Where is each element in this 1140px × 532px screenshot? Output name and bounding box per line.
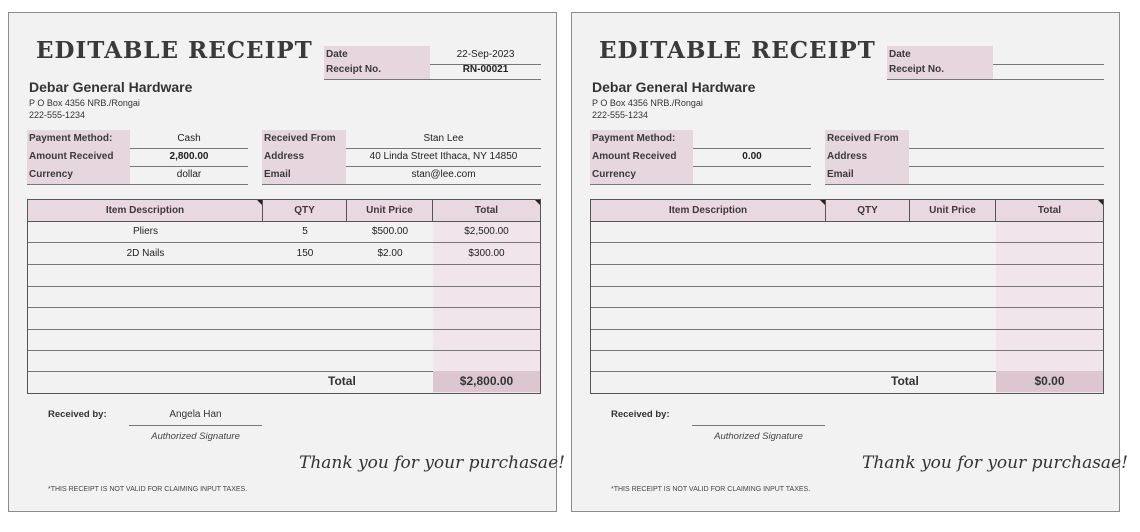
receipt-panel-right <box>571 12 1128 512</box>
header-item-description: Item Description <box>591 200 826 221</box>
receipt-no-label: Receipt No. <box>324 61 430 79</box>
receipt-no-row <box>887 61 1104 80</box>
currency-label: Currency <box>590 166 693 184</box>
row-divider <box>591 242 1103 243</box>
company-address[interactable]: P O Box 4356 NRB./Rongai <box>29 98 140 108</box>
item-total[interactable]: $300.00 <box>468 248 505 259</box>
items-table-header <box>28 200 540 222</box>
amount-received-label: Amount Received <box>590 148 693 166</box>
company-phone[interactable]: 222-555-1234 <box>592 110 649 120</box>
receipt-title: EDITABLE RECEIPT <box>599 37 876 64</box>
signature-line <box>129 425 262 426</box>
currency-field[interactable]: dollar <box>176 169 202 180</box>
row-divider <box>591 286 1103 287</box>
received-from-label: Received From <box>262 130 346 148</box>
email-label: Email <box>825 166 909 184</box>
received-from-label: Received From <box>825 130 909 148</box>
payment-method-label: Payment Method: <box>590 130 693 148</box>
header-total: Total <box>474 205 499 216</box>
address-row <box>825 148 1104 167</box>
amount-received-field[interactable]: 0.00 <box>742 151 762 162</box>
amount-received-row <box>590 148 811 167</box>
address-field[interactable] <box>909 148 1104 166</box>
row-divider <box>591 264 1103 265</box>
currency-label: Currency <box>27 166 130 184</box>
row-divider <box>28 286 540 287</box>
item-unit-price[interactable]: $500.00 <box>371 226 409 237</box>
payment-method-field[interactable] <box>693 130 811 148</box>
row-divider <box>28 329 540 330</box>
row-divider <box>591 307 1103 308</box>
items-table <box>590 199 1104 394</box>
currency-row <box>27 166 248 185</box>
item-description[interactable]: 2D Nails <box>126 248 165 259</box>
company-name[interactable]: Debar General Hardware <box>29 79 193 95</box>
thank-you-note: Thank you for your purchasae! <box>299 453 565 473</box>
header-total: Total <box>1037 205 1062 216</box>
items-table <box>27 199 541 394</box>
row-divider <box>28 264 540 265</box>
total-value: $2,800.00 <box>433 371 540 392</box>
received-from-row <box>262 130 541 149</box>
email-label: Email <box>262 166 346 184</box>
address-label: Address <box>262 148 346 166</box>
date-label: Date <box>887 46 993 64</box>
total-label: Total <box>891 374 919 388</box>
company-address[interactable]: P O Box 4356 NRB./Rongai <box>592 98 703 108</box>
header-unit-price: Unit Price <box>347 200 433 221</box>
item-description[interactable]: Pliers <box>132 226 158 237</box>
total-label: Total <box>328 374 356 388</box>
disclaimer-note: *THIS RECEIPT IS NOT VALID FOR CLAIMING INPUT TAXES. <box>611 486 811 493</box>
receipt-no-row <box>324 61 541 80</box>
item-qty[interactable]: 5 <box>302 226 308 237</box>
date-label: Date <box>324 46 430 64</box>
header-unit-price: Unit Price <box>910 200 996 221</box>
email-field[interactable] <box>909 166 1104 184</box>
address-row <box>262 148 541 167</box>
comment-marker-icon <box>820 200 825 205</box>
date-field[interactable]: 22-Sep-2023 <box>456 49 515 60</box>
amount-received-row <box>27 148 248 167</box>
received-from-field[interactable]: Stan Lee <box>423 133 464 144</box>
header-item-description: Item Description <box>28 200 263 221</box>
authorized-signature-label: Authorized Signature <box>714 431 803 442</box>
email-row <box>262 166 541 185</box>
total-value: $0.00 <box>996 371 1103 392</box>
amount-received-field[interactable]: 2,800.00 <box>169 151 209 162</box>
receipt-no-field[interactable] <box>993 61 1104 79</box>
payment-method-field[interactable]: Cash <box>177 133 201 144</box>
receipt-panel-left <box>8 12 565 512</box>
received-from-row <box>825 130 1104 149</box>
row-divider <box>591 350 1103 351</box>
received-by-name[interactable]: Angela Han <box>169 409 222 420</box>
authorized-signature-label: Authorized Signature <box>151 431 240 442</box>
company-name[interactable]: Debar General Hardware <box>592 79 756 95</box>
row-divider <box>28 350 540 351</box>
address-field[interactable]: 40 Linda Street Ithaca, NY 14850 <box>369 151 518 162</box>
received-from-field[interactable] <box>909 130 1104 148</box>
item-total[interactable]: $2,500.00 <box>464 226 509 237</box>
comment-marker-icon <box>257 200 262 205</box>
payment-method-row <box>590 130 811 149</box>
item-qty[interactable]: 150 <box>296 248 314 259</box>
receipt-title: EDITABLE RECEIPT <box>36 37 313 64</box>
header-qty: QTY <box>826 200 910 221</box>
signature-line <box>692 425 825 426</box>
payment-method-label: Payment Method: <box>27 130 130 148</box>
comment-marker-icon <box>535 200 540 205</box>
thank-you-note: Thank you for your purchasae! <box>862 453 1128 473</box>
payment-method-row <box>27 130 248 149</box>
address-label: Address <box>825 148 909 166</box>
item-unit-price[interactable]: $2.00 <box>377 248 403 259</box>
received-by-label: Received by: <box>611 409 670 420</box>
disclaimer-note: *THIS RECEIPT IS NOT VALID FOR CLAIMING INPUT TAXES. <box>48 486 248 493</box>
email-field[interactable]: stan@lee.com <box>411 169 476 180</box>
email-row <box>825 166 1104 185</box>
receipt-no-field[interactable]: RN-00021 <box>462 64 509 75</box>
currency-field[interactable] <box>693 166 811 184</box>
header-qty: QTY <box>263 200 347 221</box>
company-phone[interactable]: 222-555-1234 <box>29 110 86 120</box>
amount-received-label: Amount Received <box>27 148 130 166</box>
row-divider <box>591 329 1103 330</box>
receipt-no-label: Receipt No. <box>887 61 993 79</box>
received-by-label: Received by: <box>48 409 107 420</box>
row-divider <box>28 307 540 308</box>
currency-row <box>590 166 811 185</box>
items-table-header <box>591 200 1103 222</box>
comment-marker-icon <box>1098 200 1103 205</box>
